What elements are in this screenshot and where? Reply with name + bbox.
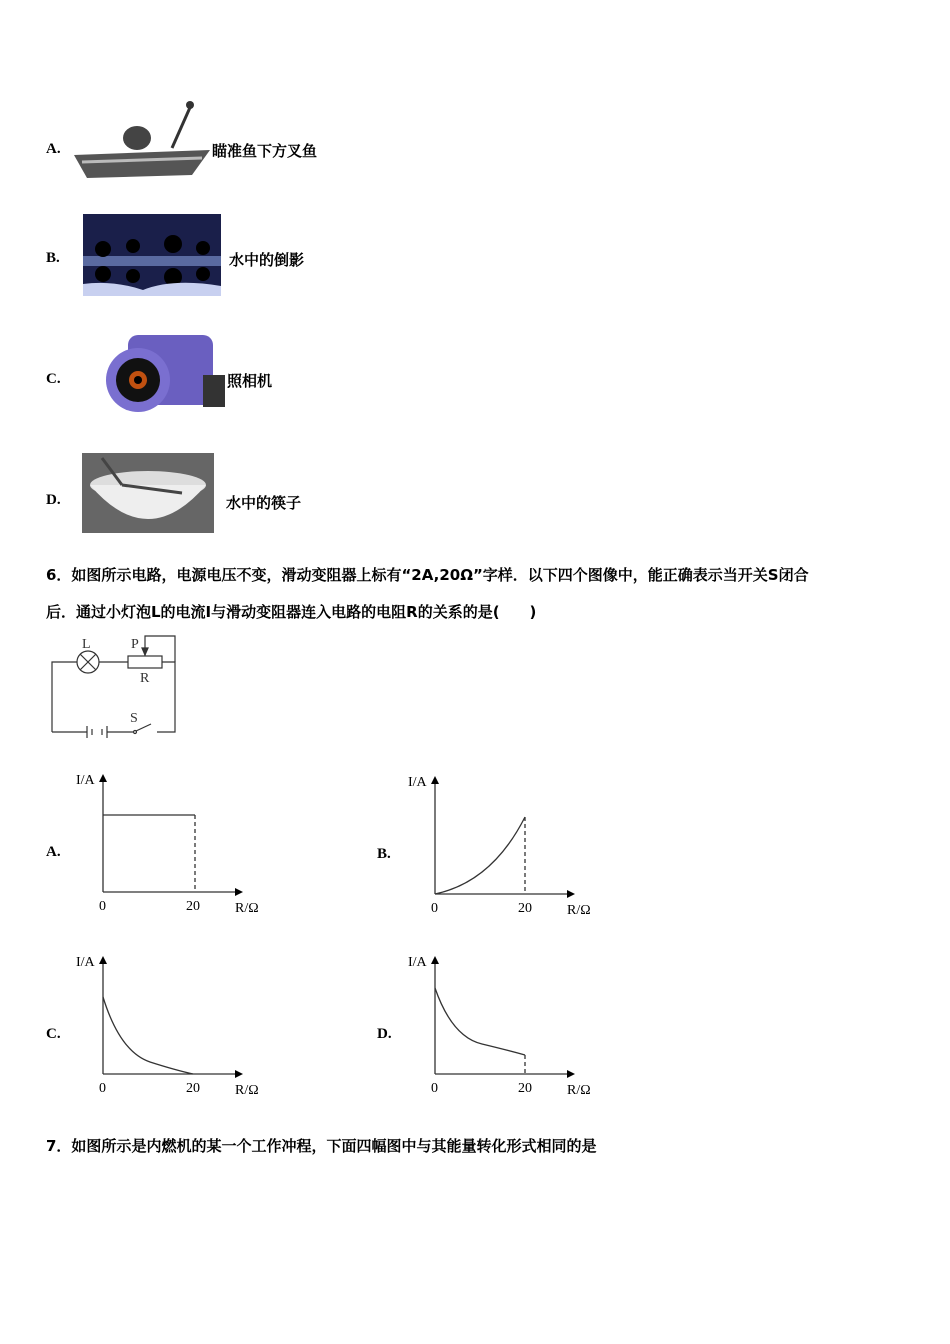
- graph-b: [408, 772, 612, 918]
- graph-c: [76, 952, 280, 1098]
- x-tick-label: 20: [186, 899, 200, 914]
- curve: [103, 815, 195, 892]
- lamp-label: L: [82, 637, 91, 652]
- option-a-letter: A.: [46, 141, 61, 157]
- curve: [435, 817, 525, 894]
- option-d-text: 水中的筷子: [226, 494, 302, 512]
- x-arrow-icon: [235, 1070, 243, 1078]
- origin-label: 0: [431, 1081, 438, 1096]
- origin-label: 0: [431, 901, 438, 916]
- graph-a: [76, 770, 280, 916]
- x-tick-label: 20: [186, 1081, 200, 1096]
- x-axis-label: R/Ω: [567, 903, 591, 918]
- origin-label: 0: [99, 899, 106, 914]
- y-axis-label: I/A: [76, 773, 95, 788]
- question-6-line2: 后．通过小灯泡L的电流I与滑动变阻器连入电路的电阻R的关系的是( ): [46, 603, 537, 621]
- circuit-diagram: [45, 630, 195, 745]
- option-d-letter: D.: [46, 492, 61, 508]
- camera-image: [88, 320, 228, 415]
- x-axis-label: R/Ω: [235, 901, 259, 916]
- x-axis-label: R/Ω: [235, 1083, 259, 1098]
- y-arrow-icon: [431, 956, 439, 964]
- option-c-letter: C.: [46, 371, 61, 387]
- x-tick-label: 20: [518, 1081, 532, 1096]
- origin-label: 0: [99, 1081, 106, 1096]
- option-c-text: 照相机: [227, 372, 273, 390]
- x-arrow-icon: [567, 890, 575, 898]
- resistor-label: R: [140, 671, 150, 686]
- chopstick-bowl-image: [82, 453, 214, 533]
- x-arrow-icon: [235, 888, 243, 896]
- curve: [435, 988, 525, 1074]
- y-axis-label: I/A: [408, 955, 427, 970]
- curve: [103, 997, 193, 1074]
- graph-option-letter: D.: [377, 1026, 392, 1042]
- option-b-letter: B.: [46, 250, 60, 266]
- x-tick-label: 20: [518, 901, 532, 916]
- slider-label: P: [131, 637, 139, 652]
- question-7-text: 7．如图所示是内燃机的某一个工作冲程，下面四幅图中与其能量转化形式相同的是: [46, 1137, 597, 1155]
- y-axis-label: I/A: [408, 775, 427, 790]
- graph-d: [408, 952, 612, 1098]
- y-arrow-icon: [431, 776, 439, 784]
- x-axis-label: R/Ω: [567, 1083, 591, 1098]
- x-arrow-icon: [567, 1070, 575, 1078]
- option-a-text: 瞄准鱼下方叉鱼: [212, 142, 318, 160]
- y-axis-label: I/A: [76, 955, 95, 970]
- option-b-text: 水中的倒影: [229, 251, 305, 269]
- graph-option-letter: B.: [377, 846, 391, 862]
- graph-option-letter: C.: [46, 1026, 61, 1042]
- reflection-image: [83, 214, 221, 296]
- switch-label: S: [130, 711, 138, 726]
- fisherman-boat-image: [72, 100, 212, 182]
- y-arrow-icon: [99, 956, 107, 964]
- question-6-line1: 6．如图所示电路，电源电压不变，滑动变阻器上标有“2A,20Ω”字样．以下四个图像中，能正确表示当开关S闭合: [46, 566, 809, 584]
- y-arrow-icon: [99, 774, 107, 782]
- graph-option-letter: A.: [46, 844, 61, 860]
